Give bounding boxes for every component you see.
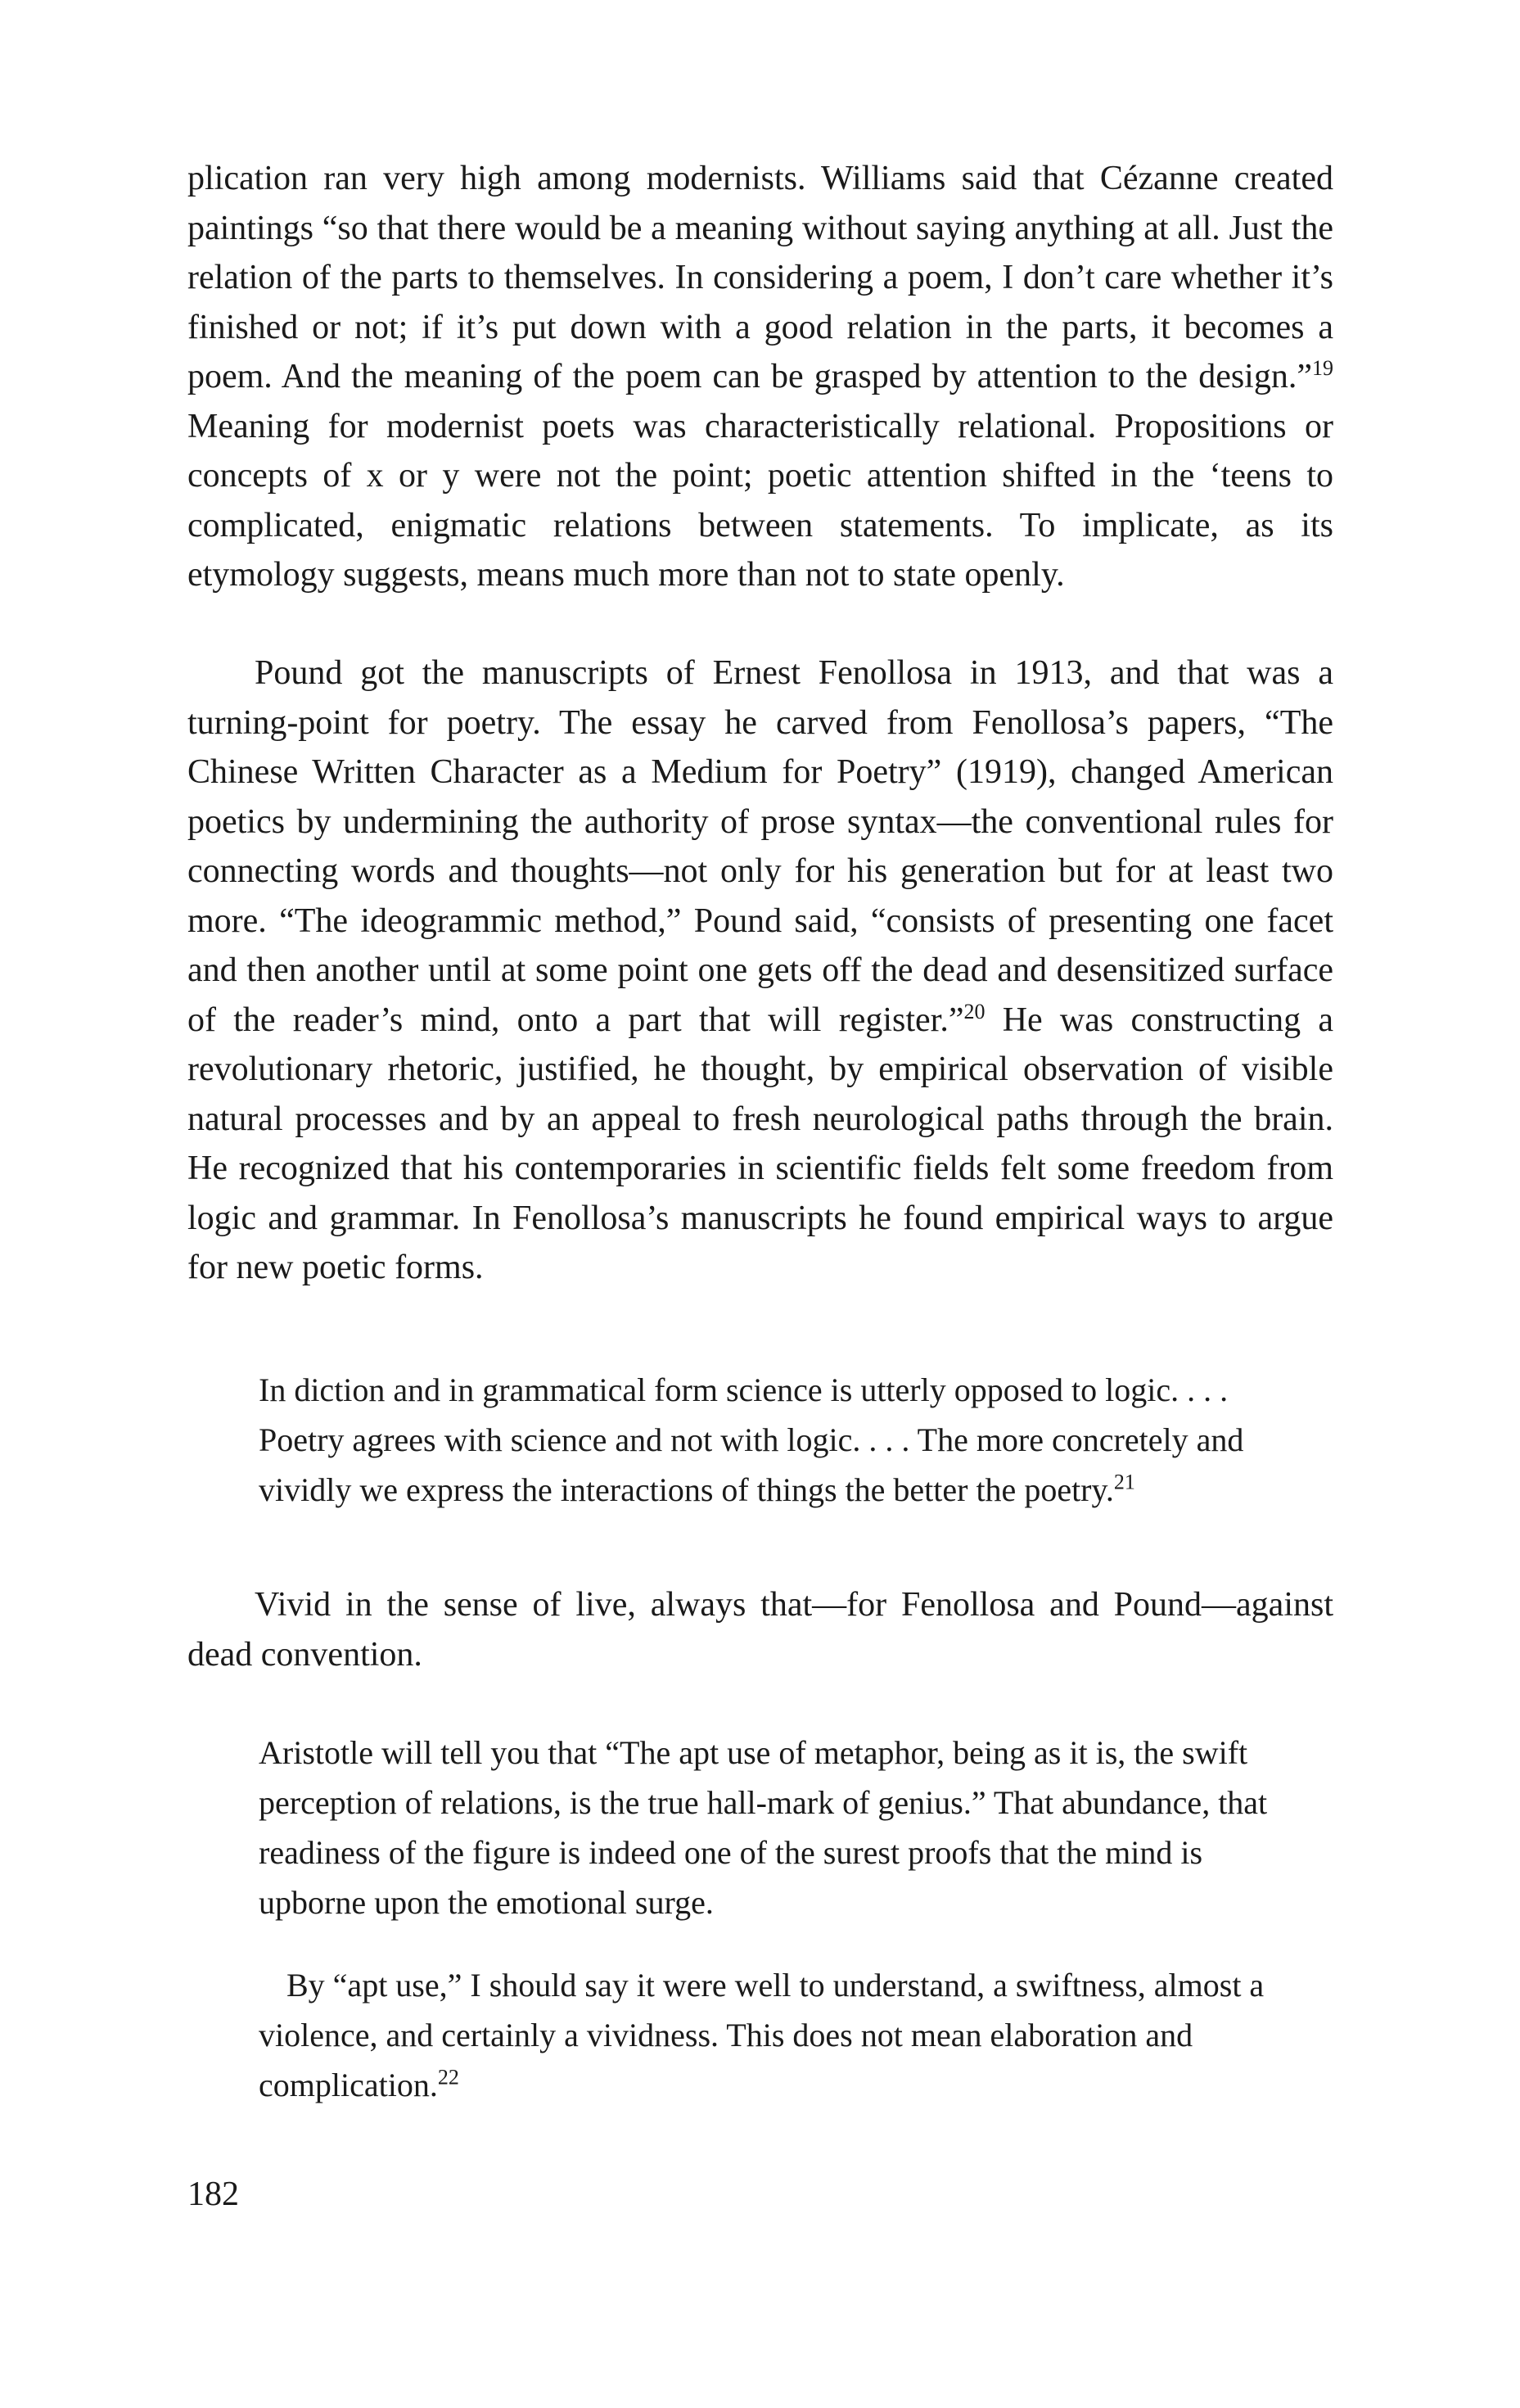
paragraph-2 — [187, 648, 1333, 1293]
block-quote-2-text: Aristotle will tell you that “The apt use of metaphor, being as it is, the swift perception of relations, is the true hall-mark of genius.” That abundance, that readiness of the figure is indeed one of the surest proofs that the mind is upborne upon the emotional surge. — [259, 1734, 1268, 1921]
page-number: 182 — [187, 2175, 239, 2213]
footnote-ref-21: 21 — [1113, 1470, 1135, 1494]
paragraph-2-text-a: Pound got the manuscripts of Ernest Fenollosa in 1913, and that was a turning-point for poetry. The essay he carved from Fenollosa’s papers, “The Chinese Written Character as a Medium for Poetry” (1919), changed American poetics by undermining the authority of prose syntax—the conventional rules for connecting words and thoughts—not only for his generation but for at least two more. “The ideogrammic method,” Pound said, “consists of presenting one facet and then another until at some point one gets off the dead and desensitized surface of the reader’s mind, onto a part that will register.” — [187, 654, 1333, 1039]
block-quote-3 — [259, 1960, 1274, 2110]
block-quote-3-text: By “apt use,” I should say it were well to understand, a swiftness, almost a violence, and certainly a vividness. This does not mean elaboration and complication. — [259, 1967, 1265, 2103]
block-quote-1-text: In diction and in grammatical form science is utterly opposed to logic. . . . Poetry agrees with science and not with logic. . . . The more concretely and vividly we express the interactions of things the better the poetry. — [259, 1371, 1244, 1508]
paragraph-3-text: Vivid in the sense of live, always that—for Fenollosa and Pound—against dead convention. — [187, 1586, 1333, 1674]
block-quote-1 — [259, 1365, 1274, 1515]
footnote-ref-20: 20 — [963, 999, 986, 1023]
footnote-ref-22: 22 — [437, 2065, 459, 2089]
footnote-ref-19: 19 — [1312, 356, 1333, 380]
paragraph-1 — [187, 154, 1333, 600]
paragraph-1-text-a: plication ran very high among modernists. Williams said that Cézanne created paintings “so that there would be a meaning without saying anything at all. Just the relation of the parts to themselves. In considering a poem, I don’t care whether it’s finished or not; if it’s put down with a good relation in the parts, it becomes a poem. And the meaning of the poem can be grasped by attention to the design.” — [187, 160, 1333, 395]
paragraph-2-text-b: He was constructing a revolutionary rhetoric, justified, he thought, by empirical observation of visible natural processes and by an appeal to fresh neurological paths through the brain. He recognized that his contemporaries in scientific fields felt some freedom from logic and grammar. In Fenollosa’s manuscripts he found empirical ways to argue for new poetic forms. — [187, 1001, 1333, 1286]
block-quote-2 — [259, 1728, 1274, 1927]
paragraph-3 — [187, 1580, 1333, 1679]
paragraph-1-text-b: Meaning for modernist poets was characteristically relational. Propositions or concepts of x or y were not the point; poetic attention shifted in the ‘teens to complicated, enigmatic relations between statements. To implicate, as its etymology suggests, means much more than not to state openly. — [187, 407, 1333, 594]
